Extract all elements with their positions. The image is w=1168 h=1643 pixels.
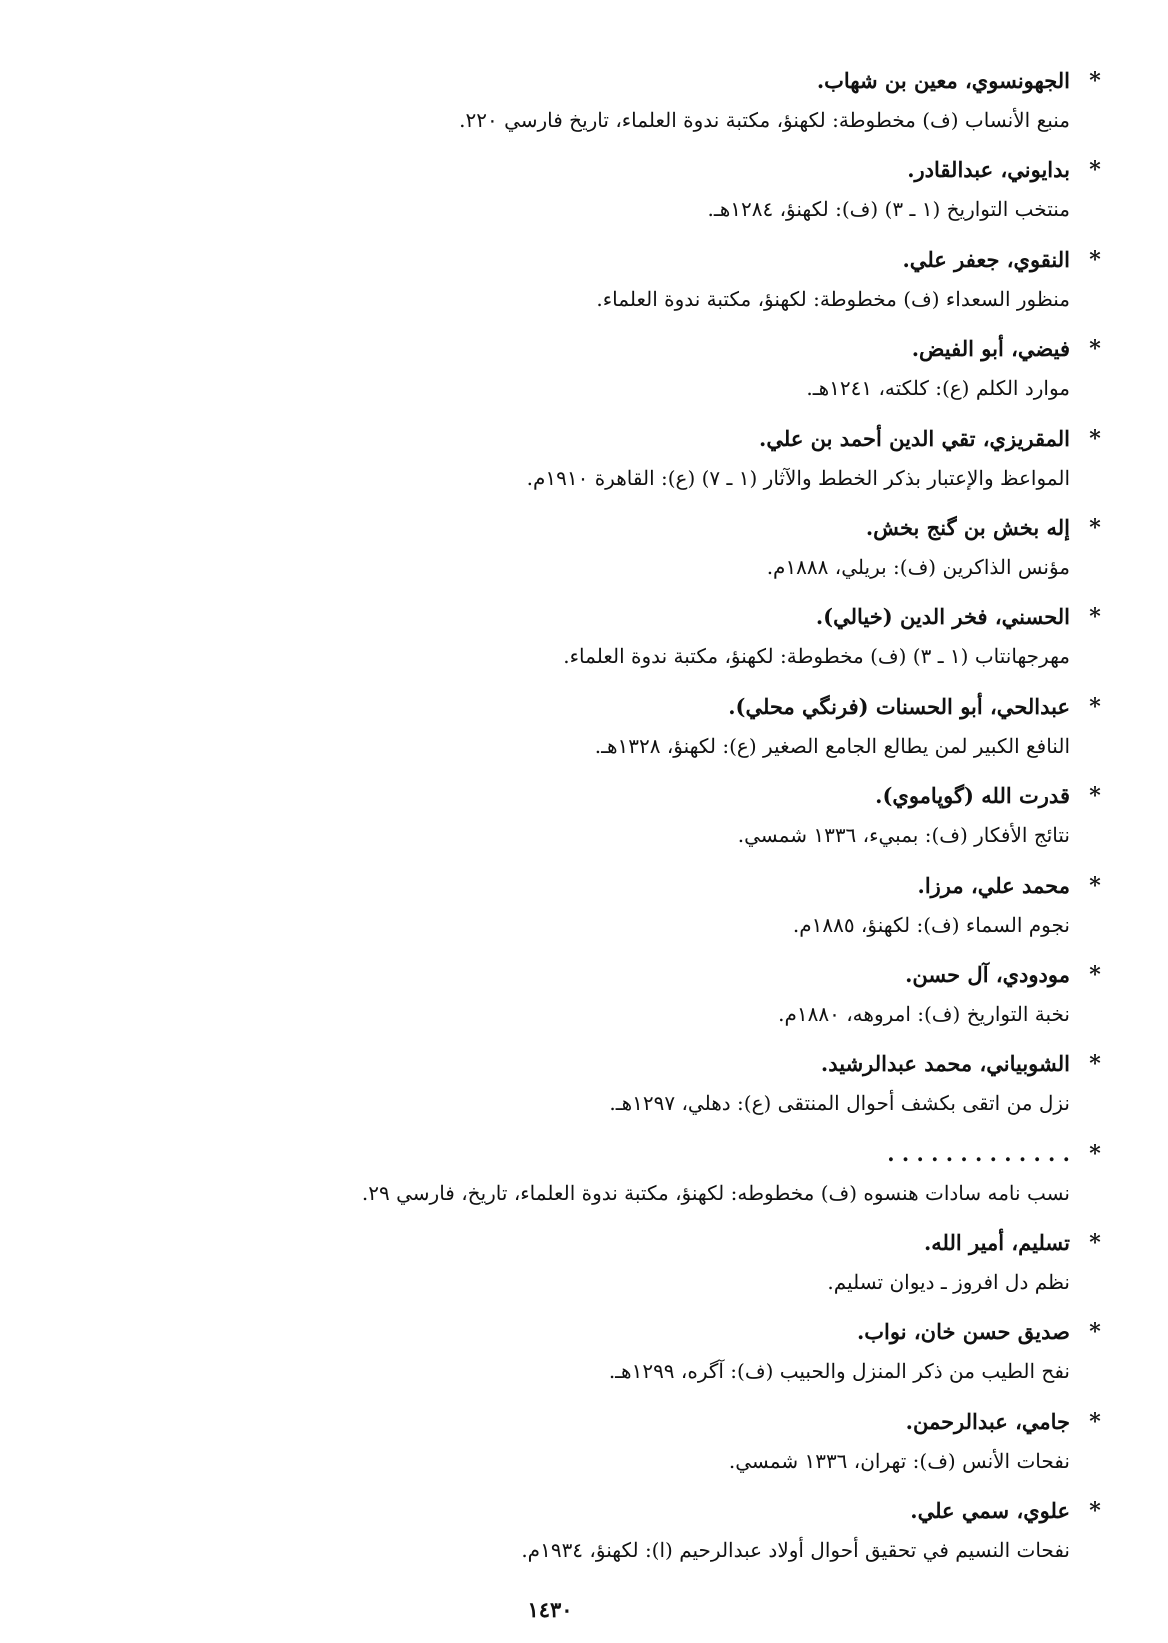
entry-work: المواعظ والإعتبار بذكر الخطط والآثار (١ ـ ٧) (ع): القاهرة ١٩١٠م.: [526, 465, 1070, 490]
bibliography-entry: [88, 777, 1108, 866]
entry-heading: [88, 956, 1108, 994]
bibliography-entry: [88, 1135, 1108, 1224]
entry-work: مؤنس الذاكرين (ف): بريلي، ١٨٨٨م.: [766, 554, 1070, 579]
entry-work: نزل من اتقى بكشف أحوال المنتقى (ع): دهلي، ١٢٩٧هـ.: [609, 1091, 1070, 1116]
entry-heading: [88, 509, 1108, 547]
entry-work: النافع الكبير لمن يطالع الجامع الصغير (ع): لكهنؤ، ١٣٢٨هـ.: [594, 733, 1070, 758]
asterisk-bullet-icon: *: [1089, 1140, 1101, 1167]
asterisk-bullet-icon: *: [1089, 961, 1101, 988]
entry-author: صديق حسن خان، نواب.: [856, 1319, 1070, 1345]
entry-author: الجهونسوي، معين بن شهاب.: [816, 68, 1070, 93]
entry-work: نفح الطيب من ذكر المنزل والحبيب (ف): آگره، ١٢٩٩هـ.: [608, 1359, 1070, 1384]
asterisk-bullet-icon: *: [1089, 157, 1101, 184]
asterisk-bullet-icon: *: [1089, 425, 1101, 452]
entry-author: محمد علي، مرزا.: [917, 872, 1070, 898]
entry-work: موارد الكلم (ع): كلكته، ١٢٤١هـ.: [806, 376, 1070, 401]
entry-author: علوي، سمي علي.: [910, 1498, 1070, 1524]
bibliography-entry: [88, 1492, 1108, 1581]
entry-author: عبدالحي، أبو الحسنات (فرنگي محلي).: [728, 693, 1070, 719]
entry-work: نفحات النسيم في تحقيق أحوال أولاد عبدالرحيم (ا): لكهنؤ، ١٩٣٤م.: [521, 1538, 1070, 1563]
bibliography-entry: [88, 330, 1108, 419]
entry-heading: [88, 1492, 1108, 1530]
entry-author: إله بخش بن گنج بخش.: [865, 514, 1070, 540]
entry-heading: [88, 420, 1108, 458]
entry-author: . . . . . . . . . . . . .: [887, 1140, 1070, 1166]
asterisk-bullet-icon: *: [1089, 1051, 1101, 1078]
entry-heading: [88, 1403, 1108, 1441]
entry-heading: [88, 1045, 1108, 1083]
asterisk-bullet-icon: *: [1089, 68, 1101, 94]
entry-author: الشوبياني، محمد عبدالرشيد.: [820, 1051, 1070, 1077]
entry-work: نخبة التواريخ (ف): امروهه، ١٨٨٠م.: [778, 1001, 1070, 1026]
asterisk-bullet-icon: *: [1089, 1498, 1101, 1525]
bibliography-entry: [88, 956, 1108, 1045]
bibliography-entry: [88, 598, 1108, 687]
entry-author: النقوي، جعفر علي.: [902, 246, 1070, 272]
bibliography-entry: [88, 1045, 1108, 1134]
page-number: ١٤٣٠: [527, 1597, 573, 1622]
entry-heading: [88, 62, 1108, 100]
bibliography-entry: [88, 688, 1108, 777]
entry-author: بدايوني، عبدالقادر.: [907, 157, 1070, 183]
asterisk-bullet-icon: *: [1089, 783, 1101, 810]
entry-heading: [88, 1135, 1108, 1173]
entry-author: الحسني، فخر الدين (خيالي).: [815, 604, 1070, 630]
bibliography-entry: [88, 151, 1108, 240]
asterisk-bullet-icon: *: [1089, 1319, 1101, 1346]
entry-work: نظم دل افروز ـ ديوان تسليم.: [827, 1270, 1070, 1295]
bibliography-entry: [88, 1224, 1108, 1313]
entry-work: نتائج الأفكار (ف): بمبيء، ١٣٣٦ شمسي.: [737, 823, 1070, 848]
entry-heading: [88, 598, 1108, 636]
entry-author: تسليم، أمير الله.: [923, 1230, 1070, 1256]
entry-heading: [88, 151, 1108, 189]
asterisk-bullet-icon: *: [1089, 604, 1101, 631]
entry-work: منبع الأنساب (ف) مخطوطة: لكهنؤ، مكتبة ندوة العلماء، تاريخ فارسي ٢٢٠.: [459, 108, 1070, 132]
asterisk-bullet-icon: *: [1089, 693, 1101, 720]
bibliography-entry: [88, 1313, 1108, 1402]
asterisk-bullet-icon: *: [1089, 336, 1101, 363]
entry-work: نجوم السماء (ف): لكهنؤ، ١٨٨٥م.: [792, 912, 1070, 937]
entry-author: قدرت الله (گوپاموي).: [875, 783, 1070, 809]
entry-work: منتخب التواريخ (١ ـ ٣) (ف): لكهنؤ، ١٢٨٤هـ.: [707, 197, 1070, 222]
bibliography-entry: [88, 420, 1108, 509]
asterisk-bullet-icon: *: [1089, 1230, 1101, 1257]
asterisk-bullet-icon: *: [1089, 1408, 1101, 1435]
bibliography-entry: [88, 867, 1108, 956]
bibliography-entry: [88, 241, 1108, 330]
entry-author: المقريزي، تقي الدين أحمد بن علي.: [759, 425, 1070, 451]
entry-heading: [88, 777, 1108, 815]
entry-heading: [88, 688, 1108, 726]
entry-heading: [88, 1224, 1108, 1262]
entry-work: مهرجهانتاب (١ ـ ٣) (ف) مخطوطة: لكهنؤ، مكتبة ندوة العلماء.: [563, 644, 1070, 669]
entry-heading: [88, 867, 1108, 905]
bibliography-entry: [88, 509, 1108, 598]
asterisk-bullet-icon: *: [1089, 872, 1101, 899]
bibliography-entry: [88, 62, 1108, 151]
asterisk-bullet-icon: *: [1089, 246, 1101, 273]
entry-work: نسب نامه سادات هنسوه (ف) مخطوطه: لكهنؤ، مكتبة ندوة العلماء، تاريخ، فارسي ٢٩.: [361, 1180, 1070, 1205]
entry-author: جامي، عبدالرحمن.: [905, 1408, 1070, 1434]
entry-heading: [88, 241, 1108, 279]
entry-author: مودودي، آل حسن.: [905, 961, 1070, 987]
asterisk-bullet-icon: *: [1089, 514, 1101, 541]
entry-author: فيضي، أبو الفيض.: [911, 336, 1070, 362]
entry-heading: [88, 330, 1108, 368]
bibliography-entry: [88, 1403, 1108, 1492]
entry-work: منظور السعداء (ف) مخطوطة: لكهنؤ، مكتبة ندوة العلماء.: [596, 286, 1070, 311]
entry-heading: [88, 1313, 1108, 1351]
entry-work: نفحات الأنس (ف): تهران، ١٣٣٦ شمسي.: [728, 1448, 1070, 1473]
bibliography-list: [88, 62, 1108, 1582]
